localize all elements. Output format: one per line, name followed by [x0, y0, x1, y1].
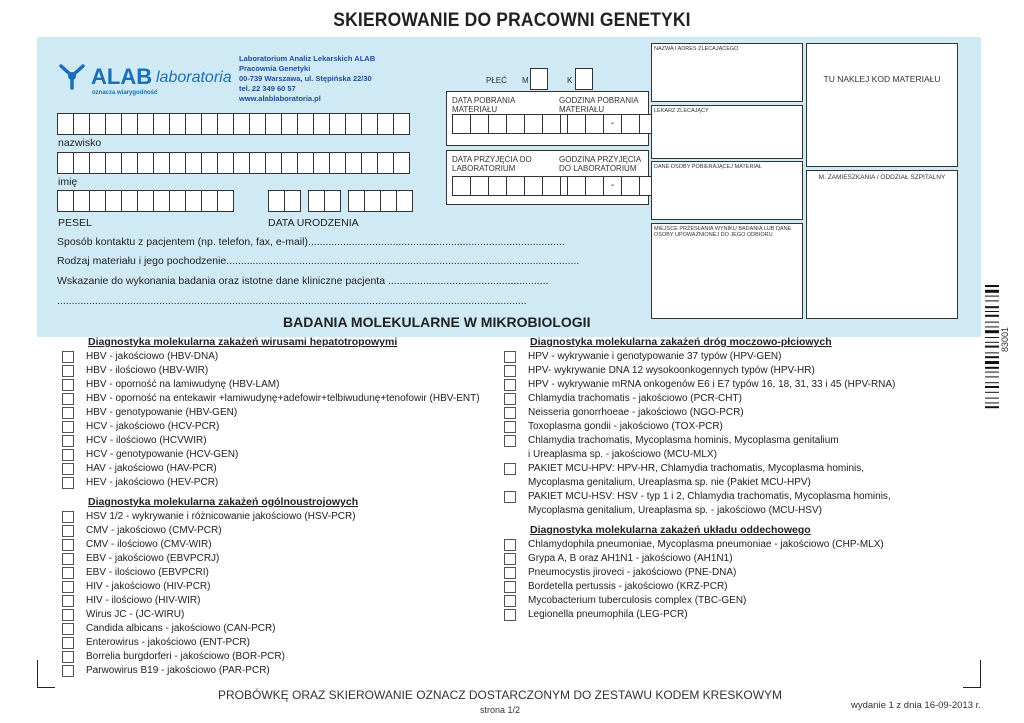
- input-cell[interactable]: [585, 176, 604, 196]
- input-cell[interactable]: [470, 114, 489, 134]
- residence-label: M. ZAMIESZKANIA / ODDZIAŁ SZPITALNY: [818, 174, 946, 181]
- pesel-cells[interactable]: [57, 190, 233, 212]
- test-label: i Ureaplasma sp. - jakościowo (MCU-MLX): [528, 449, 717, 460]
- test-checkbox[interactable]: [62, 539, 74, 551]
- test-item[interactable]: [62, 392, 502, 406]
- input-cell[interactable]: [268, 190, 285, 212]
- test-label: Mycoplasma genitalium, Ureaplasma sp. - jakościowo (MCU-HSV): [528, 505, 822, 516]
- test-checkbox[interactable]: [504, 567, 516, 579]
- input-cell[interactable]: [364, 190, 381, 212]
- test-checkbox[interactable]: [504, 365, 516, 377]
- input-cell[interactable]: [542, 114, 561, 134]
- input-cell[interactable]: [308, 190, 325, 212]
- sex-k-checkbox[interactable]: [575, 68, 593, 90]
- barcode-bar: [985, 300, 999, 301]
- input-cell[interactable]: [396, 190, 413, 212]
- test-checkbox[interactable]: [62, 525, 74, 537]
- test-checkbox[interactable]: [504, 351, 516, 363]
- footer-note: PROBÓWKĘ ORAZ SKIEROWANIE OZNACZ DOSTARCZONYM DO ZESTAWU KODEM KRESKOWYM: [217, 688, 783, 702]
- test-item[interactable]: [62, 448, 502, 462]
- test-checkbox[interactable]: [504, 553, 516, 565]
- address-line: Pracownia Genetyki: [239, 64, 311, 73]
- birth-date-cells[interactable]: [268, 190, 412, 212]
- test-checkbox[interactable]: [62, 351, 74, 363]
- test-label: Wirus JC - (JC-WIRU): [86, 609, 185, 620]
- test-checkbox[interactable]: [62, 581, 74, 593]
- input-cell[interactable]: [137, 152, 154, 174]
- input-cell[interactable]: [506, 114, 525, 134]
- test-item[interactable]: [62, 476, 502, 490]
- input-cell[interactable]: [329, 113, 346, 135]
- receipt-time-cells[interactable]: [567, 176, 657, 196]
- birth-date-label: DATA URODZENIA: [268, 217, 359, 229]
- test-label: HPV - wykrywanie i genotypowanie 37 typów (HPV-GEN): [528, 351, 782, 362]
- test-checkbox[interactable]: [504, 539, 516, 551]
- input-cell[interactable]: [488, 176, 507, 196]
- barcode-number: 83001: [1000, 326, 1010, 352]
- test-item: [504, 476, 974, 490]
- input-cell[interactable]: [524, 114, 543, 134]
- test-label: PAKIET MCU-HPV: HPV-HR, Chlamydia trachomatis, Mycoplasma hominis,: [528, 463, 865, 474]
- barcode-bar: [985, 290, 999, 293]
- barcode-bar: [985, 356, 999, 358]
- test-item: [504, 448, 974, 462]
- address-line: www.alablaboratoria.pl: [239, 94, 321, 103]
- input-cell[interactable]: [153, 190, 170, 212]
- test-label: HBV - ilościowo (HBV-WIR): [86, 365, 209, 376]
- input-cell[interactable]: [217, 152, 234, 174]
- input-cell[interactable]: [249, 152, 266, 174]
- surname-cells[interactable]: [57, 113, 409, 135]
- edition-note: wydanie 1 z dnia 16-09-2013 r.: [851, 700, 981, 711]
- input-cell[interactable]: [621, 114, 640, 134]
- input-cell[interactable]: [89, 113, 106, 135]
- input-cell[interactable]: [137, 113, 154, 135]
- logo-icon: [57, 64, 87, 90]
- test-label: HBV - jakościowo (HBV-DNA): [86, 351, 219, 362]
- input-cell[interactable]: [105, 190, 122, 212]
- barcode-bar: [985, 392, 999, 393]
- test-checkbox[interactable]: [62, 623, 74, 635]
- residence-box[interactable]: [806, 170, 958, 319]
- input-cell[interactable]: [542, 176, 561, 196]
- sex-m-checkbox[interactable]: [530, 68, 548, 90]
- result-destination-box[interactable]: [651, 223, 803, 319]
- test-label: CMV - ilościowo (CMV-WIR): [86, 539, 212, 550]
- test-item[interactable]: [62, 552, 502, 566]
- test-checkbox[interactable]: [504, 609, 516, 621]
- input-cell[interactable]: [345, 113, 362, 135]
- test-label: Neisseria gonorrhoeae - jakościowo (NGO-PCR): [528, 407, 744, 418]
- test-label: Mycoplasma genitalium, Ureaplasma sp. nie (Pakiet MCU-HPV): [528, 477, 811, 488]
- input-cell[interactable]: [121, 113, 138, 135]
- barcode-bar: [985, 337, 999, 338]
- input-cell[interactable]: [121, 190, 138, 212]
- test-label: HBV - genotypowanie (HBV-GEN): [86, 407, 238, 418]
- input-cell[interactable]: [57, 113, 74, 135]
- test-item[interactable]: [62, 364, 502, 378]
- test-label: EBV - ilościowo (EBVPCRI): [86, 567, 209, 578]
- logo-sub: laboratoria: [156, 69, 232, 86]
- material-field[interactable]: Rodzaj materiału i jego pochodzenie.........................................................................................................................: [57, 255, 580, 267]
- barcode-bar: [985, 296, 999, 297]
- test-label: Enterowirus - jakościowo (ENT-PCR): [86, 637, 250, 648]
- input-cell[interactable]: [470, 176, 489, 196]
- alab-logo: [57, 64, 87, 95]
- test-item[interactable]: [504, 392, 974, 406]
- input-cell[interactable]: [281, 113, 298, 135]
- barcode-bar: [985, 382, 999, 383]
- test-checkbox[interactable]: [62, 365, 74, 377]
- test-label: Chlamydia trachomatis - jakościowo (PCR-CHT): [528, 393, 742, 404]
- input-cell[interactable]: [121, 152, 138, 174]
- test-checkbox[interactable]: [62, 511, 74, 523]
- test-label: Bordetella pertussis - jakościowo (KRZ-PCR): [528, 581, 728, 592]
- test-checkbox[interactable]: [62, 435, 74, 447]
- collector-label: DANE OSOBY POBIERAJĄCEJ MATERIAŁ: [654, 164, 762, 170]
- test-checkbox[interactable]: [62, 567, 74, 579]
- test-item[interactable]: [504, 594, 974, 608]
- input-cell[interactable]: [452, 176, 471, 196]
- input-cell[interactable]: [361, 152, 378, 174]
- logo-tagline: oznacza wiarygodność: [92, 90, 158, 96]
- receipt-time-label: GODZINA PRZYJĘCIA DO LABORATORIUM: [559, 155, 641, 173]
- test-item[interactable]: [62, 510, 502, 524]
- test-item[interactable]: [62, 622, 502, 636]
- time-separator: -: [603, 114, 622, 134]
- address-line: 00-739 Warszawa, ul. Stępińska 22/30: [239, 74, 372, 83]
- collector-box[interactable]: [651, 161, 803, 220]
- test-label: Pneumocystis jiroveci - jakościowo (PNE-DNA): [528, 567, 737, 578]
- test-checkbox[interactable]: [62, 421, 74, 433]
- test-item[interactable]: [62, 462, 502, 476]
- input-cell[interactable]: [265, 152, 282, 174]
- input-cell[interactable]: [105, 113, 122, 135]
- input-cell[interactable]: [249, 113, 266, 135]
- input-cell[interactable]: [297, 113, 314, 135]
- test-checkbox[interactable]: [504, 595, 516, 607]
- test-checkbox[interactable]: [504, 393, 516, 405]
- input-cell[interactable]: [329, 152, 346, 174]
- input-cell[interactable]: [585, 114, 604, 134]
- barcode-bar: [985, 376, 999, 377]
- barcode-bar: [985, 285, 999, 287]
- test-label: Grypa A, B oraz AH1N1 - jakościowo (AH1N1): [528, 553, 733, 564]
- input-cell[interactable]: [281, 152, 298, 174]
- test-checkbox[interactable]: [504, 421, 516, 433]
- barcode-bar: [985, 322, 999, 323]
- input-cell[interactable]: [201, 152, 218, 174]
- test-item[interactable]: [62, 650, 502, 664]
- input-cell[interactable]: [284, 190, 301, 212]
- collection-time-cells[interactable]: [567, 114, 657, 134]
- time-separator: -: [603, 176, 622, 196]
- input-cell[interactable]: [217, 190, 234, 212]
- input-cell[interactable]: [377, 113, 394, 135]
- test-item[interactable]: [62, 378, 502, 392]
- receipt-date-label: DATA PRZYJĘCIA DO LABORATORIUM: [452, 155, 532, 173]
- test-item[interactable]: [504, 552, 974, 566]
- input-cell[interactable]: [89, 152, 106, 174]
- collection-date-label: DATA POBRANIA MATERIAŁU: [452, 96, 515, 114]
- test-item[interactable]: [504, 608, 974, 622]
- barcode-bar: [985, 361, 999, 364]
- test-item[interactable]: [62, 350, 502, 364]
- first-name-cells[interactable]: [57, 152, 409, 174]
- test-label: HSV 1/2 - wykrywanie i różnicowanie jakościowo (HSV-PCR): [86, 511, 356, 522]
- first-name-label: imię: [58, 176, 78, 188]
- input-cell[interactable]: [567, 114, 586, 134]
- input-cell[interactable]: [185, 190, 202, 212]
- barcode-bar: [985, 330, 999, 333]
- input-cell[interactable]: [73, 190, 90, 212]
- barcode-bar: [985, 372, 999, 373]
- test-item[interactable]: [62, 664, 502, 678]
- test-label: HCV - jakościowo (HCV-PCR): [86, 421, 220, 432]
- input-cell[interactable]: [348, 190, 365, 212]
- input-cell[interactable]: [201, 113, 218, 135]
- test-item[interactable]: [504, 420, 974, 434]
- test-item[interactable]: [62, 524, 502, 538]
- indications-field[interactable]: Wskazanie do wykonania badania oraz istotne dane kliniczne pacjenta .......................................................: [57, 275, 549, 287]
- input-cell[interactable]: [169, 190, 186, 212]
- test-label: HIV - ilościowo (HIV-WIR): [86, 595, 201, 606]
- test-item[interactable]: [504, 462, 974, 476]
- test-checkbox[interactable]: [62, 595, 74, 607]
- test-item[interactable]: [62, 434, 502, 448]
- input-cell[interactable]: [380, 190, 397, 212]
- test-label: HEV - jakościowo (HEV-PCR): [86, 477, 219, 488]
- test-item: [504, 504, 974, 518]
- test-item[interactable]: [504, 538, 974, 552]
- input-cell[interactable]: [153, 113, 170, 135]
- input-cell[interactable]: [233, 113, 250, 135]
- indications-extra-field[interactable]: .................................................................................................................................................................: [57, 295, 527, 307]
- ordering-doctor-box[interactable]: [651, 105, 803, 159]
- test-label: Parwowirus B19 - jakościowo (PAR-PCR): [86, 665, 270, 676]
- test-item[interactable]: [62, 566, 502, 580]
- input-cell[interactable]: [185, 152, 202, 174]
- test-item[interactable]: [504, 580, 974, 594]
- address-line: tel. 22 349 60 57: [239, 84, 296, 93]
- barcode-bar: [985, 402, 999, 403]
- test-label: Legionella pneumophila (LEG-PCR): [528, 609, 688, 620]
- barcode: [985, 285, 999, 450]
- test-item[interactable]: [504, 406, 974, 420]
- address-line: Laboratorium Analiz Lekarskich ALAB: [239, 54, 376, 63]
- input-cell[interactable]: [361, 113, 378, 135]
- test-checkbox[interactable]: [504, 379, 516, 391]
- input-cell[interactable]: [393, 113, 410, 135]
- test-group-heading: Diagnostyka molekularna zakażeń wirusami hepatotropowymi: [88, 336, 398, 348]
- contact-field[interactable]: Sposób kontaktu z pacjentem (np. telefon, fax, e-mail)........................................................................................: [57, 236, 565, 248]
- test-item[interactable]: [62, 420, 502, 434]
- input-cell[interactable]: [524, 176, 543, 196]
- input-cell[interactable]: [201, 190, 218, 212]
- input-cell[interactable]: [233, 152, 250, 174]
- input-cell[interactable]: [137, 190, 154, 212]
- test-label: Mycobacterium tuberculosis complex (TBC-GEN): [528, 595, 747, 606]
- collection-time-label: GODZINA POBRANIA MATERIAŁU: [559, 96, 639, 114]
- test-label: HPV- wykrywanie DNA 12 wysokoonkogennych typów (HPV-HR): [528, 365, 815, 376]
- logo-brand: ALAB: [91, 64, 153, 89]
- input-cell[interactable]: [393, 152, 410, 174]
- barcode-bar: [985, 306, 999, 308]
- barcode-bar: [985, 346, 999, 348]
- barcode-bar: [985, 326, 999, 327]
- input-cell[interactable]: [169, 152, 186, 174]
- barcode-bar: [985, 315, 999, 317]
- test-label: PAKIET MCU-HSV: HSV - typ 1 i 2, Chlamydia trachomatis, Mycoplasma hominis,: [528, 491, 891, 502]
- test-item[interactable]: [504, 566, 974, 580]
- input-cell[interactable]: [217, 113, 234, 135]
- test-checkbox[interactable]: [62, 477, 74, 489]
- input-cell[interactable]: [313, 152, 330, 174]
- test-checkbox[interactable]: [62, 393, 74, 405]
- ordering-unit-label: NAZWA I ADRES ZLECAJĄCEGO: [654, 46, 739, 52]
- test-group-heading: Diagnostyka molekularna zakażeń dróg moczowo-płciowych: [530, 336, 832, 348]
- test-label: Chlamydophila pneumoniae, Mycoplasma pneumoniae - jakościowo (CHP-MLX): [528, 539, 884, 550]
- test-label: Toxoplasma gondii - jakościowo (TOX-PCR): [528, 421, 723, 432]
- test-item[interactable]: [504, 378, 974, 392]
- ordering-doctor-label: LEKARZ ZLECAJĄCY: [654, 108, 709, 114]
- test-item[interactable]: [504, 434, 974, 448]
- test-checkbox[interactable]: [62, 463, 74, 475]
- input-cell[interactable]: [506, 176, 525, 196]
- test-checkbox[interactable]: [62, 449, 74, 461]
- test-checkbox[interactable]: [504, 581, 516, 593]
- material-code-label: TU NAKLEJ KOD MATERIAŁU: [823, 74, 941, 84]
- page-number: strona 1/2: [479, 705, 521, 715]
- test-label: HCV - ilościowo (HCVWIR): [86, 435, 207, 446]
- input-cell[interactable]: [153, 152, 170, 174]
- input-cell[interactable]: [452, 114, 471, 134]
- test-checkbox[interactable]: [504, 491, 516, 503]
- test-label: EBV - jakościowo (EBVPCRJ): [86, 553, 220, 564]
- page-title: SKIEROWANIE DO PRACOWNI GENETYKI: [333, 10, 691, 31]
- test-group-heading: Diagnostyka molekularna zakażeń ogólnoustrojowych: [88, 496, 359, 508]
- test-checkbox[interactable]: [62, 609, 74, 621]
- surname-label: nazwisko: [58, 137, 102, 149]
- test-label: CMV - jakościowo (CMV-PCR): [86, 525, 222, 536]
- input-cell[interactable]: [73, 152, 90, 174]
- test-checkbox[interactable]: [62, 379, 74, 391]
- sex-k-label: K: [567, 76, 573, 85]
- material-code-box[interactable]: [806, 43, 958, 167]
- test-label: HBV - oporność na lamiwudynę (HBV-LAM): [86, 379, 280, 390]
- test-checkbox[interactable]: [504, 435, 516, 447]
- input-cell[interactable]: [621, 176, 640, 196]
- sex-m-label: M: [522, 76, 529, 85]
- test-item[interactable]: [62, 406, 502, 420]
- test-label: Chlamydia trachomatis, Mycoplasma hominis, Mycoplasma genitalium: [528, 435, 839, 446]
- test-checkbox[interactable]: [504, 407, 516, 419]
- test-checkbox[interactable]: [62, 651, 74, 663]
- input-cell[interactable]: [313, 113, 330, 135]
- test-label: HIV - jakościowo (HIV-PCR): [86, 581, 211, 592]
- sex-label: PŁEĆ: [486, 76, 507, 85]
- input-cell[interactable]: [105, 152, 122, 174]
- pesel-label: PESEL: [58, 217, 92, 229]
- test-label: HAV - jakościowo (HAV-PCR): [86, 463, 217, 474]
- test-item[interactable]: [62, 636, 502, 650]
- test-item[interactable]: [62, 580, 502, 594]
- barcode-bar: [985, 367, 999, 369]
- left-test-column: [62, 336, 502, 678]
- test-label: Candida albicans - jakościowo (CAN-PCR): [86, 623, 276, 634]
- test-checkbox[interactable]: [504, 463, 516, 475]
- test-label: HCV - genotypowanie (HCV-GEN): [86, 449, 239, 460]
- input-cell[interactable]: [169, 113, 186, 135]
- barcode-bar: [985, 352, 999, 353]
- test-item[interactable]: [504, 490, 974, 504]
- test-label: Borrelia burgdorferi - jakościowo (BOR-PCR): [86, 651, 285, 662]
- test-checkbox[interactable]: [62, 407, 74, 419]
- input-cell[interactable]: [57, 190, 74, 212]
- test-label: HBV - oporność na entekawir +lamiwudynę+adefowir+telbiwudunę+tenofowir (HBV-ENT): [86, 393, 480, 404]
- test-checkbox[interactable]: [62, 553, 74, 565]
- test-item[interactable]: [504, 350, 974, 364]
- input-cell[interactable]: [89, 190, 106, 212]
- test-item[interactable]: [62, 608, 502, 622]
- test-item[interactable]: [504, 364, 974, 378]
- test-checkbox[interactable]: [62, 637, 74, 649]
- test-label: HPV - wykrywanie mRNA onkogenów E6 i E7 typów 16, 18, 31, 33 i 45 (HPV-RNA): [528, 379, 896, 390]
- input-cell[interactable]: [185, 113, 202, 135]
- barcode-bar: [985, 398, 999, 399]
- test-item[interactable]: [62, 594, 502, 608]
- input-cell[interactable]: [57, 152, 74, 174]
- barcode-bar: [985, 406, 999, 408]
- result-destination-label: MIEJSCE PRZESŁANIA WYNIKU BADANIA LUB DANE OSOBY UPOWAŻNIONEJ DO JEGO ODBIORU: [654, 226, 792, 238]
- test-checkbox[interactable]: [62, 665, 74, 677]
- input-cell[interactable]: [297, 152, 314, 174]
- input-cell[interactable]: [488, 114, 507, 134]
- right-test-column: [504, 336, 974, 622]
- input-cell[interactable]: [377, 152, 394, 174]
- barcode-bar: [985, 342, 999, 343]
- input-cell[interactable]: [324, 190, 341, 212]
- test-group-heading: Diagnostyka molekularna zakażeń układu oddechowego: [530, 524, 811, 536]
- input-cell[interactable]: [73, 113, 90, 135]
- lab-address: [239, 54, 375, 104]
- test-item[interactable]: [62, 538, 502, 552]
- ordering-unit-box[interactable]: [651, 43, 803, 102]
- input-cell[interactable]: [345, 152, 362, 174]
- barcode-bar: [985, 386, 999, 388]
- section-title: BADANIA MOLEKULARNE W MIKROBIOLOGII: [283, 314, 591, 330]
- input-cell[interactable]: [265, 113, 282, 135]
- barcode-bar: [985, 311, 999, 312]
- input-cell[interactable]: [567, 176, 586, 196]
